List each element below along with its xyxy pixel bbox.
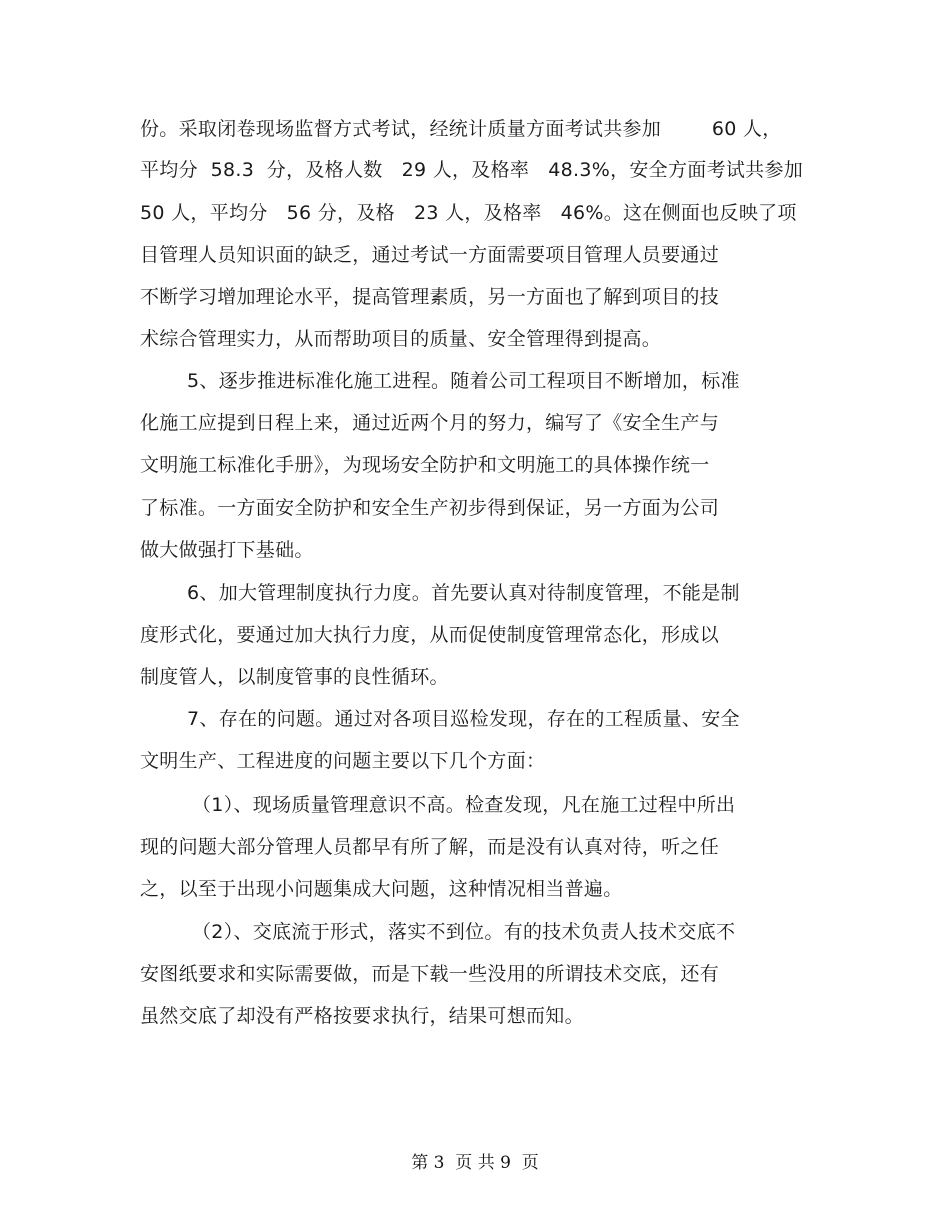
text-line: 化施工应提到日程上来，通过近两个月的努力，编写了《安全生产与 [140,412,720,434]
text-line: 50 人，平均分 56 分，及格 23 人，及格率 46%。这在侧面也反映了项 [140,202,797,224]
text-line: 做大做强打下基础。 [140,539,314,561]
text-line: 平均分 58.3 分，及格人数 29 人，及格率 48.3%，安全方面考试共参加 [140,159,804,181]
paragraph-heading-7: 7、存在的问题。通过对各项目巡检发现，存在的工程质量、安全 [187,708,740,730]
text-line: 份。采取闭卷现场监督方式考试，经统计质量方面考试共参加 60 人， [140,118,782,140]
text-line: 度形式化，要通过加大执行力度，从而促使制度管理常态化，形成以 [140,624,720,646]
page-number-footer: 第 3 页 共 9 页 [411,1153,539,1173]
text-line: 制度管人，以制度管事的良性循环。 [140,666,449,688]
text-line: 不断学习增加理论水平，提高管理素质，另一方面也了解到项目的技 [140,286,720,308]
text-line: 安图纸要求和实际需要做，而是下载一些没用的所谓技术交底，还有 [140,963,720,985]
text-line: 虽然交底了却没有严格按要求执行，结果可想而知。 [140,1005,584,1027]
sub-item-2: （2）、交底流于形式，落实不到位。有的技术负责人技术交底不 [192,921,736,943]
text-line: 了标准。一方面安全防护和安全生产初步得到保证，另一方面为公司 [140,497,720,519]
sub-item-1: （1）、现场质量管理意识不高。检查发现，凡在施工过程中所出 [192,794,736,816]
text-line: 文明施工标准化手册》，为现场安全防护和文明施工的具体操作统一 [140,454,710,476]
text-line: 目管理人员知识面的缺乏，通过考试一方面需要项目管理人员要通过 [140,244,720,266]
text-line: 现的问题大部分管理人员都早有所了解，而是没有认真对待，听之任 [140,836,720,858]
paragraph-heading-5: 5、逐步推进标准化施工进程。随着公司工程项目不断增加，标准 [187,370,740,392]
text-line: 文明生产、工程进度的问题主要以下几个方面： [140,750,546,772]
text-line: 之，以至于出现小问题集成大问题，这种情况相当普遍。 [140,878,623,900]
paragraph-heading-6: 6、加大管理制度执行力度。首先要认真对待制度管理，不能是制 [187,582,740,604]
text-line: 术综合管理实力，从而帮助项目的质量、安全管理得到提高。 [140,328,662,350]
